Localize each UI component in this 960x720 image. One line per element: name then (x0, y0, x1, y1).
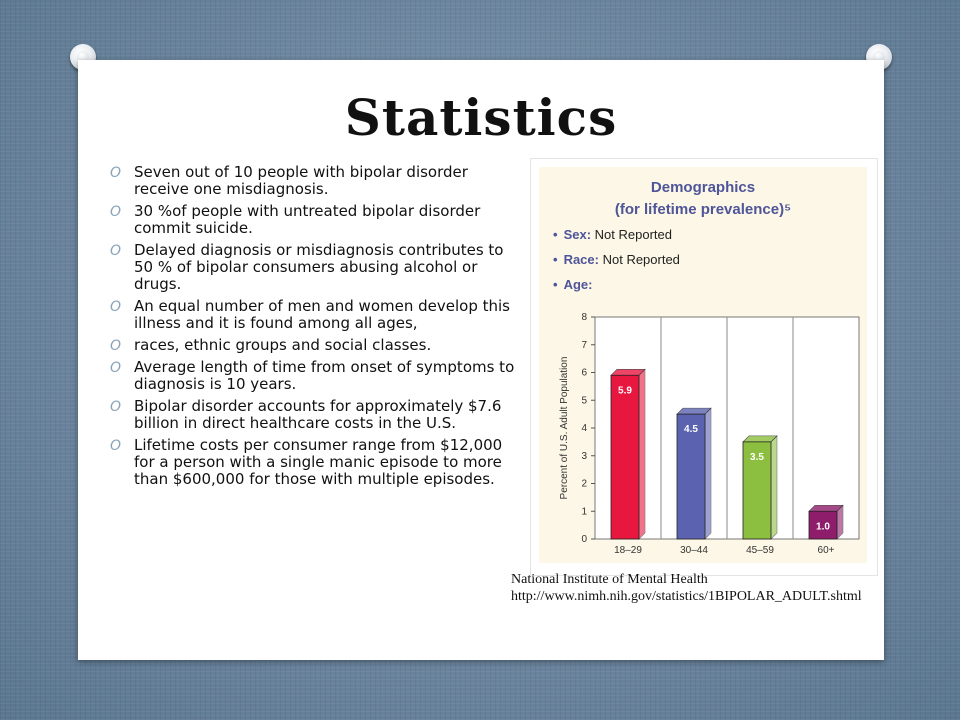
y-tick-label: 4 (581, 423, 587, 434)
bullet-text: Lifetime costs per consumer range from $12,000 for a person with a single manic episode to more than $600,000 for those with multiple episodes. (134, 436, 503, 488)
bullet-text: Delayed diagnosis or misdiagnosis contributes to 50 % of bipolar consumers abusing alcohol or drugs. (134, 241, 504, 293)
y-axis-label: Percent of U.S. Adult Population (559, 356, 570, 500)
x-tick-label: 60+ (817, 545, 835, 556)
bullet-o-icon: O (110, 204, 122, 220)
x-tick-label: 18–29 (614, 545, 642, 556)
bar-side (705, 408, 711, 539)
bar-top (677, 408, 711, 414)
source-organization: National Institute of Mental Health (511, 572, 708, 587)
bullet-item (108, 242, 520, 293)
bullet-text: Seven out of 10 people with bipolar disorder receive one misdiagnosis. (134, 163, 468, 198)
demographics-chart-image (530, 158, 878, 576)
source-citation (511, 571, 881, 605)
x-tick-label: 30–44 (680, 545, 708, 556)
bullet-dot-icon: • (553, 252, 558, 267)
bullet-text: races, ethnic groups and social classes. (134, 336, 432, 354)
x-tick-label: 45–59 (746, 545, 774, 556)
bar-value-label: 1.0 (816, 521, 830, 533)
demographics-value: Not Reported (598, 252, 680, 267)
demographics-key: Sex: (563, 227, 592, 242)
y-tick-label: 0 (581, 534, 587, 545)
bullet-dot-icon: • (553, 227, 558, 242)
slide-title: Statistics (344, 88, 618, 147)
bullet-o-icon: O (110, 299, 122, 315)
bar-top (809, 505, 843, 511)
y-tick-label: 5 (581, 395, 587, 407)
bar-top (743, 436, 777, 442)
bullet-o-icon: O (110, 338, 122, 354)
bullet-item (108, 164, 520, 198)
bullet-o-icon: O (110, 360, 122, 376)
slide (78, 60, 884, 660)
y-tick-label: 3 (581, 450, 587, 462)
bullet-text: Bipolar disorder accounts for approximately $7.6 billion in direct healthcare costs in the U.S. (134, 397, 502, 432)
bullet-item (108, 398, 520, 432)
bullet-item (108, 337, 520, 354)
bullet-o-icon: O (110, 243, 122, 259)
bullet-text: 30 %of people with untreated bipolar disorder commit suicide. (134, 202, 481, 237)
bullet-o-icon: O (110, 438, 122, 454)
chart-panel (539, 167, 867, 563)
y-tick-label: 2 (581, 478, 587, 490)
bullet-text: Average length of time from onset of symptoms to diagnosis is 10 years. (134, 358, 515, 393)
bar-top (611, 369, 645, 375)
bar-value-label: 4.5 (684, 424, 698, 436)
bullet-item (108, 203, 520, 237)
demographics-key: Race: (563, 252, 599, 267)
bar-value-label: 3.5 (750, 451, 764, 463)
bar-chart (539, 167, 867, 563)
source-url: http://www.nimh.nih.gov/statistics/1BIPOLAR_ADULT.shtml (511, 589, 862, 604)
bar-side (771, 436, 777, 539)
demographics-key: Age: (563, 277, 593, 292)
bullet-list (108, 164, 520, 493)
y-tick-label: 8 (581, 312, 587, 323)
y-tick-label: 1 (581, 506, 587, 518)
bullet-text: An equal number of men and women develop this illness and it is found among all ages, (134, 297, 510, 332)
chart-title-line2: (for lifetime prevalence)⁵ (614, 201, 792, 218)
bullet-item (108, 359, 520, 393)
bullet-o-icon: O (110, 165, 122, 181)
bar-value-label: 5.9 (618, 385, 632, 397)
bullet-item (108, 437, 520, 488)
demographics-value: Not Reported (591, 227, 672, 242)
bullet-o-icon: O (110, 399, 122, 415)
bullet-dot-icon: • (553, 277, 558, 292)
y-tick-label: 6 (581, 367, 587, 379)
chart-title-line1: Demographics (650, 179, 756, 196)
bullet-item (108, 298, 520, 332)
y-tick-label: 7 (581, 339, 587, 351)
bar (611, 375, 639, 539)
bar-side (639, 369, 645, 539)
